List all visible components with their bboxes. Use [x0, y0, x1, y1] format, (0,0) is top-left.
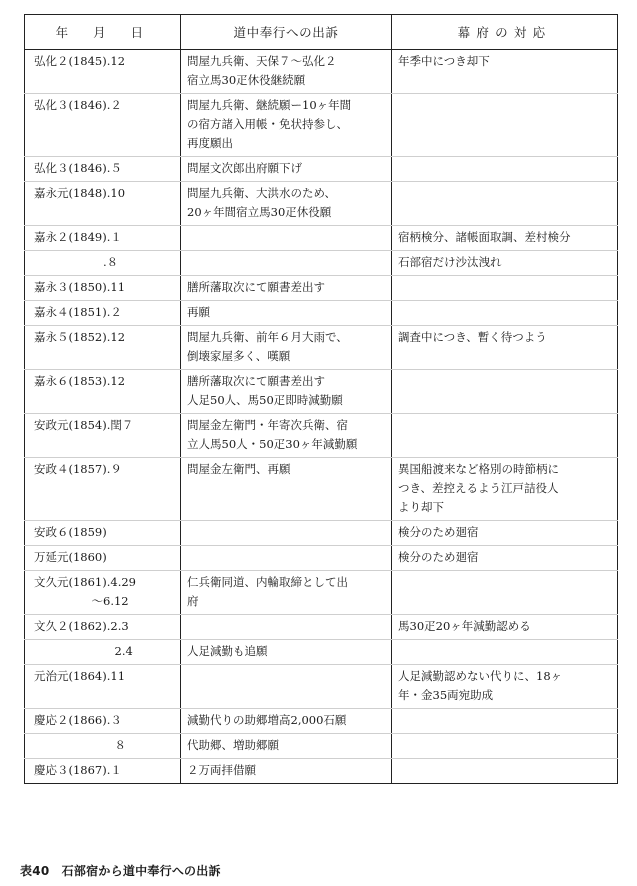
- date-cell-text: 嘉永元(1848).10: [34, 186, 126, 200]
- response-cell: [392, 182, 618, 226]
- header-date: 年 月 日: [25, 15, 181, 50]
- date-cell-text: 万延元(1860): [34, 550, 107, 564]
- petition-cell: [181, 414, 392, 458]
- petition-cell: [181, 546, 392, 571]
- petition-cell: [181, 759, 392, 784]
- response-cell-text: [392, 370, 617, 375]
- petition-cell: [181, 709, 392, 734]
- response-cell-text: [392, 301, 617, 306]
- date-cell-text: 安政６(1859): [34, 525, 107, 539]
- petition-cell-text: 問屋九兵衛、大洪水のため、 20ヶ年間宿立馬30疋休役願: [187, 186, 337, 219]
- date-cell: [25, 326, 181, 370]
- date-cell: [25, 615, 181, 640]
- date-cell-text: 慶応２(1866).３: [34, 713, 122, 727]
- response-cell-text: 人足減勤認めない代りに、18ヶ 年・金35両宛助成: [398, 669, 563, 702]
- date-cell-text: .８: [34, 255, 119, 269]
- date-cell-text: 2.4: [34, 644, 133, 658]
- table-row: [25, 640, 618, 665]
- date-cell-text: 安政４(1857).９: [34, 462, 122, 476]
- petition-table: [24, 14, 618, 784]
- petition-cell: [181, 370, 392, 414]
- response-cell-text: [392, 157, 617, 162]
- response-cell: [392, 640, 618, 665]
- response-cell-text: [392, 276, 617, 281]
- response-cell: [392, 301, 618, 326]
- date-cell-text: 弘化３(1846).２: [34, 98, 122, 112]
- table-caption: 表40 石部宿から道中奉行への出訴: [20, 864, 221, 878]
- petition-cell: [181, 226, 392, 251]
- table-row: [25, 226, 618, 251]
- response-cell: [392, 251, 618, 276]
- petition-cell-text: 問屋文次郎出府願下げ: [187, 161, 302, 175]
- date-cell: [25, 759, 181, 784]
- table-row: [25, 709, 618, 734]
- table-row: [25, 326, 618, 370]
- response-cell-text: [392, 182, 617, 187]
- date-cell: [25, 665, 181, 709]
- petition-cell-text: [181, 251, 391, 256]
- response-cell-text: 宿柄検分、諸帳面取調、差村検分: [398, 230, 571, 244]
- petition-cell: [181, 640, 392, 665]
- petition-cell-text: [181, 521, 391, 526]
- response-cell-text: [392, 571, 617, 576]
- table-row: [25, 251, 618, 276]
- response-cell: [392, 665, 618, 709]
- date-cell-text: 慶応３(1867).１: [34, 763, 122, 777]
- petition-cell: [181, 182, 392, 226]
- date-cell-text: 文久元(1861).4.29 ～6.12: [34, 575, 137, 608]
- petition-cell-text: 仁兵衛同道、内輪取締として出 府: [187, 575, 348, 608]
- petition-cell-text: 問屋金左衛門、再願: [187, 462, 291, 476]
- date-cell: [25, 521, 181, 546]
- date-cell: [25, 251, 181, 276]
- petition-cell-text: 問屋九兵衛、前年６月大雨で、 倒壊家屋多く、嘆願: [187, 330, 348, 363]
- date-cell-text: 安政元(1854).閏７: [34, 418, 134, 432]
- response-cell-text: [392, 709, 617, 714]
- header-petition: 道中奉行への出訴: [181, 15, 392, 50]
- header-response: 幕府の対応: [392, 15, 618, 50]
- date-cell-text: 弘化３(1846).５: [34, 161, 122, 175]
- response-cell-text: [392, 640, 617, 645]
- date-cell: [25, 546, 181, 571]
- date-cell-text: 文久２(1862).2.3: [34, 619, 129, 633]
- response-cell: [392, 615, 618, 640]
- response-cell-text: 検分のため廻宿: [398, 525, 479, 539]
- petition-cell-text: 膳所藩取次にて願書差出す 人足50人、馬50疋即時減勤願: [187, 374, 343, 407]
- response-cell: [392, 546, 618, 571]
- table-row: [25, 182, 618, 226]
- date-cell-text: 弘化２(1845).12: [34, 54, 126, 68]
- date-cell-text: 嘉永５(1852).12: [34, 330, 126, 344]
- response-cell: [392, 226, 618, 251]
- petition-cell: [181, 157, 392, 182]
- response-cell-text: 検分のため廻宿: [398, 550, 479, 564]
- date-cell: [25, 226, 181, 251]
- petition-cell-text: [181, 615, 391, 620]
- date-cell-text: ８: [34, 738, 126, 752]
- table-row: [25, 571, 618, 615]
- date-cell: [25, 157, 181, 182]
- response-cell-text: [392, 94, 617, 99]
- petition-cell-text: 問屋九兵衛、天保７～弘化２ 宿立馬30疋休役継続願: [187, 54, 337, 87]
- response-cell-text: 調査中につき、暫く待つよう: [398, 330, 547, 344]
- table-row: [25, 370, 618, 414]
- response-cell: [392, 276, 618, 301]
- response-cell: [392, 50, 618, 94]
- petition-cell-text: 人足減勤も追願: [187, 644, 268, 658]
- petition-cell: [181, 94, 392, 157]
- petition-cell-text: 減勤代りの助郷増高2,000石願: [187, 713, 347, 727]
- response-cell: [392, 709, 618, 734]
- petition-cell: [181, 458, 392, 521]
- date-cell: [25, 50, 181, 94]
- date-cell: [25, 458, 181, 521]
- date-cell: [25, 94, 181, 157]
- petition-cell: [181, 50, 392, 94]
- petition-cell-text: 再願: [187, 305, 210, 319]
- response-cell-text: 石部宿だけ沙汰洩れ: [398, 255, 502, 269]
- petition-cell-text: 問屋九兵衛、継続願ー10ヶ年間 の宿方諸入用帳・免状持参し、 再度願出: [187, 98, 352, 150]
- table-row: [25, 734, 618, 759]
- table-row: [25, 50, 618, 94]
- response-cell-text: 異国船渡来など格別の時節柄に つき、差控えるよう江戸詰役人 より却下: [398, 462, 559, 514]
- date-cell: [25, 640, 181, 665]
- response-cell-text: [392, 734, 617, 739]
- date-cell-text: 嘉永４(1851).２: [34, 305, 122, 319]
- petition-cell-text: ２万両拝借願: [187, 763, 256, 777]
- response-cell-text: [392, 759, 617, 764]
- table-body: [25, 50, 618, 784]
- petition-cell-text: 代助郷、増助郷願: [187, 738, 279, 752]
- table-row: [25, 94, 618, 157]
- response-cell: [392, 326, 618, 370]
- petition-cell-text: [181, 546, 391, 551]
- response-cell: [392, 571, 618, 615]
- table-row: [25, 521, 618, 546]
- response-cell: [392, 94, 618, 157]
- date-cell-text: 嘉永３(1850).11: [34, 280, 126, 294]
- date-cell: [25, 734, 181, 759]
- petition-cell: [181, 571, 392, 615]
- response-cell-text: 馬30疋20ヶ年減勤認める: [398, 619, 531, 633]
- response-cell: [392, 370, 618, 414]
- response-cell: [392, 734, 618, 759]
- petition-cell: [181, 276, 392, 301]
- response-cell-text: 年季中につき却下: [398, 54, 490, 68]
- date-cell: [25, 276, 181, 301]
- header-row: [25, 15, 618, 50]
- date-cell: [25, 370, 181, 414]
- petition-cell: [181, 615, 392, 640]
- petition-cell: [181, 521, 392, 546]
- petition-cell-text: 問屋金左衛門・年寄次兵衛、宿 立人馬50人・50疋30ヶ年減勤願: [187, 418, 358, 451]
- response-cell: [392, 521, 618, 546]
- date-cell-text: 嘉永６(1853).12: [34, 374, 126, 388]
- table-row: [25, 615, 618, 640]
- petition-cell: [181, 326, 392, 370]
- date-cell-text: 元治元(1864).11: [34, 669, 126, 683]
- table-row: [25, 759, 618, 784]
- response-cell: [392, 458, 618, 521]
- petition-cell-text: 膳所藩取次にて願書差出す: [187, 280, 325, 294]
- table-row: [25, 546, 618, 571]
- date-cell-text: 嘉永２(1849).１: [34, 230, 122, 244]
- date-cell: [25, 182, 181, 226]
- response-cell: [392, 157, 618, 182]
- petition-cell-text: [181, 226, 391, 231]
- table-row: [25, 157, 618, 182]
- table-row: [25, 665, 618, 709]
- petition-cell: [181, 251, 392, 276]
- date-cell: [25, 571, 181, 615]
- petition-cell: [181, 665, 392, 709]
- date-cell: [25, 301, 181, 326]
- petition-cell: [181, 734, 392, 759]
- petition-cell-text: [181, 665, 391, 670]
- table-row: [25, 276, 618, 301]
- table-row: [25, 301, 618, 326]
- petition-cell: [181, 301, 392, 326]
- table-row: [25, 458, 618, 521]
- response-cell-text: [392, 414, 617, 419]
- table-row: [25, 414, 618, 458]
- date-cell: [25, 709, 181, 734]
- response-cell: [392, 759, 618, 784]
- response-cell: [392, 414, 618, 458]
- date-cell: [25, 414, 181, 458]
